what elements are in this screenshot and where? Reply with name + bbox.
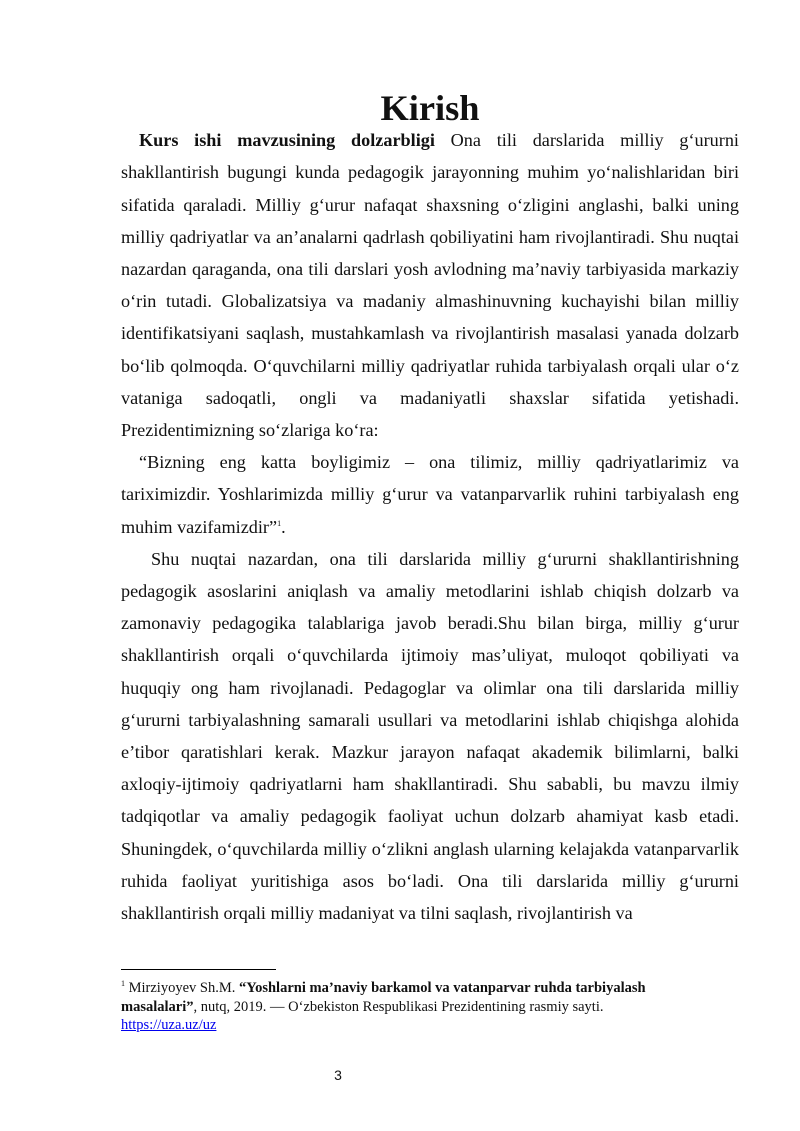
footnote-reference[interactable]: 1 xyxy=(277,518,282,528)
footnote-link[interactable]: https://uza.uz/uz xyxy=(121,1017,217,1033)
footnote-title: “Yoshlarni ma’naviy barkamol va vatanparvar ruhda tarbiyalash masalalari” xyxy=(121,980,646,1015)
section-title: Kirish xyxy=(380,88,480,128)
quote-text: “Bizning eng katta boyligimiz – ona tilimiz, milliy qadriyatlarimiz va tariximizdir. Yoshlarimizda milliy g‘urur va vatanparvarlik ruhini tarbiyalash eng muhim vazifamizdir” xyxy=(121,452,739,537)
footnote-separator xyxy=(121,969,276,970)
intro-paragraph-text: Ona tili darslarida milliy g‘ururni shakllantirish bugungi kunda pedagogik jarayonning muhim yo‘nalishlaridan biri sifatida qaraladi. Milliy g‘urur nafaqat shaxsning o‘zligini anglashi, balki uning milliy qadriyatlar va an’analarni qadrlash qobiliyatini ham rivojlantiradi. Shu nuqtai nazardan qaraganda, ona tili darslari yosh avlodning ma’naviy tarbiyasida markaziy o‘rin tutadi. Globalizatsiya va madaniy almashinuvning kuchayishi bilan milliy identifikatsiyani saqlash, mustahkamlash va rivojlantirish masalasi yanada dolzarb bo‘lib qolmoqda. O‘quvchilarni milliy qadriyatlar ruhida tarbiyalash orqali ular o‘z vataniga sadoqatli, ongli va madaniyatli shaxslar sifatida yetishadi. Prezidentimizning so‘zlariga ko‘ra: xyxy=(121,130,739,441)
quote-end: . xyxy=(281,516,286,537)
footnote-author: Mirziyoyev Sh.M. xyxy=(125,980,239,996)
footnote xyxy=(121,979,721,1035)
page-number: 3 xyxy=(334,1067,342,1083)
main-text xyxy=(121,88,739,929)
footnote-mark: 1 xyxy=(121,979,125,989)
intro-paragraph xyxy=(121,124,739,446)
relevance-heading: Kurs ishi mavzusining dolzarbligi xyxy=(139,130,435,151)
footnote-source: , nutq, 2019. — O‘zbekiston Respublikasi Prezidentining rasmiy sayti. xyxy=(193,998,604,1015)
body-paragraph: Shu nuqtai nazardan, ona tili darslarida milliy g‘ururni shakllantirishning pedagogik asoslarini aniqlash va amaliy metodlarini ishlab chiqish dolzarb va zamonaviy pedagogika talablariga javob beradi.Shu bilan birga, milliy g‘urur shakllantirish orqali o‘quvchilarda ijtimoiy mas’uliyat, muloqot qobiliyati va huquqiy ong ham rivojlanadi. Pedagoglar va olimlar ona tili darslarida milliy g‘ururni tarbiyalashning samarali usullari va metodlarini ishlab chiqishga alohida e’tibor qaratishlari kerak. Mazkur jarayon nafaqat akademik bilimlarni, balki axloqiy-ijtimoiy qadriyatlarni ham shakllantiradi. Shu sababli, bu mavzu ilmiy tadqiqotlar va amaliy pedagogik faoliyat uchun dolzarb ahamiyat kasb etadi. Shuningdek, o‘quvchilarda milliy o‘zlikni anglash ularning kelajakda vatanparvarlik ruhida faoliyat yuritishiga asos bo‘ladi. Ona tili darslarida milliy g‘ururni shakllantirish orqali milliy madaniyat va tilni saqlash, rivojlantirish va xyxy=(121,548,739,924)
president-quote xyxy=(121,446,739,543)
